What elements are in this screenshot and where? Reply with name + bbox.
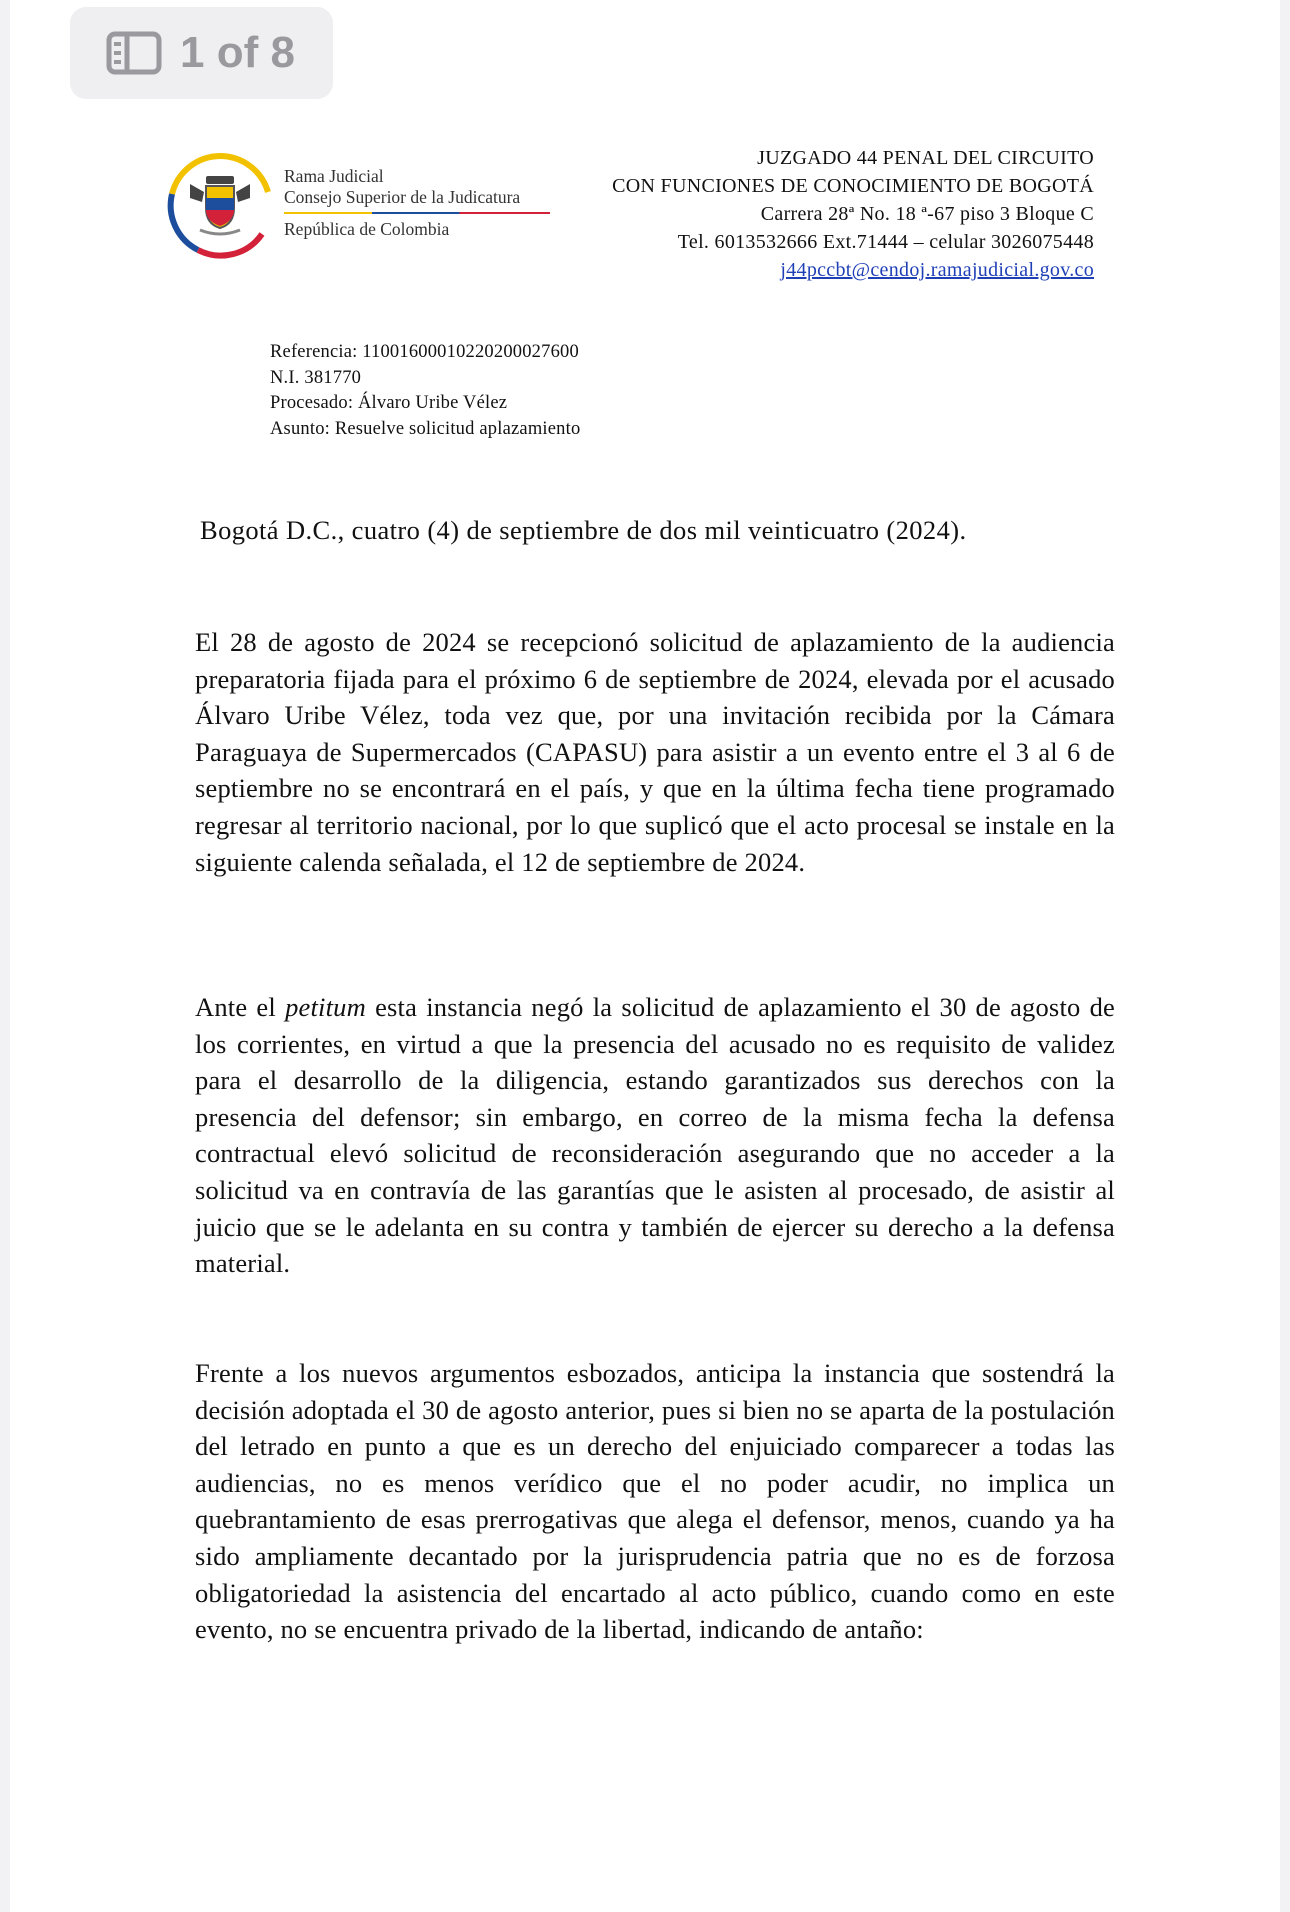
tricolor-rule [284,212,550,214]
brand-line-rama: Rama Judicial [284,166,384,186]
sidebar-icon [106,31,162,75]
paragraph-3: Frente a los nuevos argumentos esbozados, anticipa la instancia que sostendrá la decisión adoptada el 30 de agosto anterior, pues si bien no se aparta de la postulación del letrado en punto a que es un derecho del enjuiciado comparecer a todas las audiencias, no es menos verídico que el no poder acudir, no implica un quebrantamiento de esas prerrogativas que alega el defensor, menos, cuando ya ha sido ampliamente decantado por la jurisprudencia patria que no es de forzosa obligatoriedad la asistencia del encartado al acto público, cuando como en este evento, no se encuentra privado de la libertad, indicando de antaño: [195,1358,1116,1645]
paragraph-2-start: Ante el [195,992,286,1022]
paragraph-1: El 28 de agosto de 2024 se recepcionó solicitud de aplazamiento de la audiencia preparatoria fijada para el próximo 6 de septiembre de 2024, elevada por el acusado Álvaro Uribe Vélez, toda vez que, por una invitación recibida por la Cámara Paraguaya de Supermercados (CAPASU) para asistir a un evento entre el 3 al 6 de septiembre no se encontrará en el país, y que en la última fecha tiene programado regresar al territorio nacional, por lo que suplicó que el acto procesal se instale en la siguiente calenda señalada, el 12 de septiembre de 2024. [195,627,1115,877]
coat-of-arms-logo [160,146,280,266]
defendant: Procesado: Álvaro Uribe Vélez [270,393,508,413]
subject: Asunto: Resuelve solicitud aplazamiento [270,418,581,439]
paragraph-2-rest: esta instancia negó la solicitud de aplazamiento el 30 de agosto de los corrientes, en virtud a que la presencia del acusado no es requisito de validez para el desarrollo de la diligencia, estando garantizados sus derechos con la presencia del defensor; sin embargo, en correo de la misma fecha la defensa contractual elevó solicitud de reconsideración asegurando que no acceder a la solicitud va en contravía de las garantías que le asisten al procesado, de asistir al juicio que se le adelanta en su contra y también de ejercer su derecho a la defensa material. [195,992,1115,1279]
court-function: CON FUNCIONES DE CONOCIMIENTO DE BOGOTÁ [612,175,1094,197]
page-indicator-label: 1 of 8 [180,28,295,77]
court-email-link[interactable]: j44pccbt@cendoj.ramajudicial.gov.co [780,259,1094,281]
ni-number: N.I. 381770 [270,367,362,388]
brand-line-republica: República de Colombia [284,219,450,239]
reference-number: Referencia: 11001600010220200027600 [270,342,579,362]
brand-line-consejo: Consejo Superior de la Judicatura [284,187,521,207]
page-indicator[interactable] [70,7,333,99]
court-header [612,144,1094,284]
letterhead-brand [284,166,550,240]
court-name: JUZGADO 44 PENAL DEL CIRCUITO [757,147,1094,169]
document-page [10,0,1280,1912]
case-reference [270,340,580,442]
petitum-term: petitum [285,992,366,1022]
paragraph-2 [195,989,1115,1282]
court-address: Carrera 28ª No. 18 ª-67 piso 3 Bloque C [760,203,1094,225]
date-line: Bogotá D.C., cuatro (4) de septiembre de dos mil veinticuatro (2024). [200,515,967,545]
court-phone: Tel. 6013532666 Ext.71444 – celular 3026075448 [677,231,1094,253]
